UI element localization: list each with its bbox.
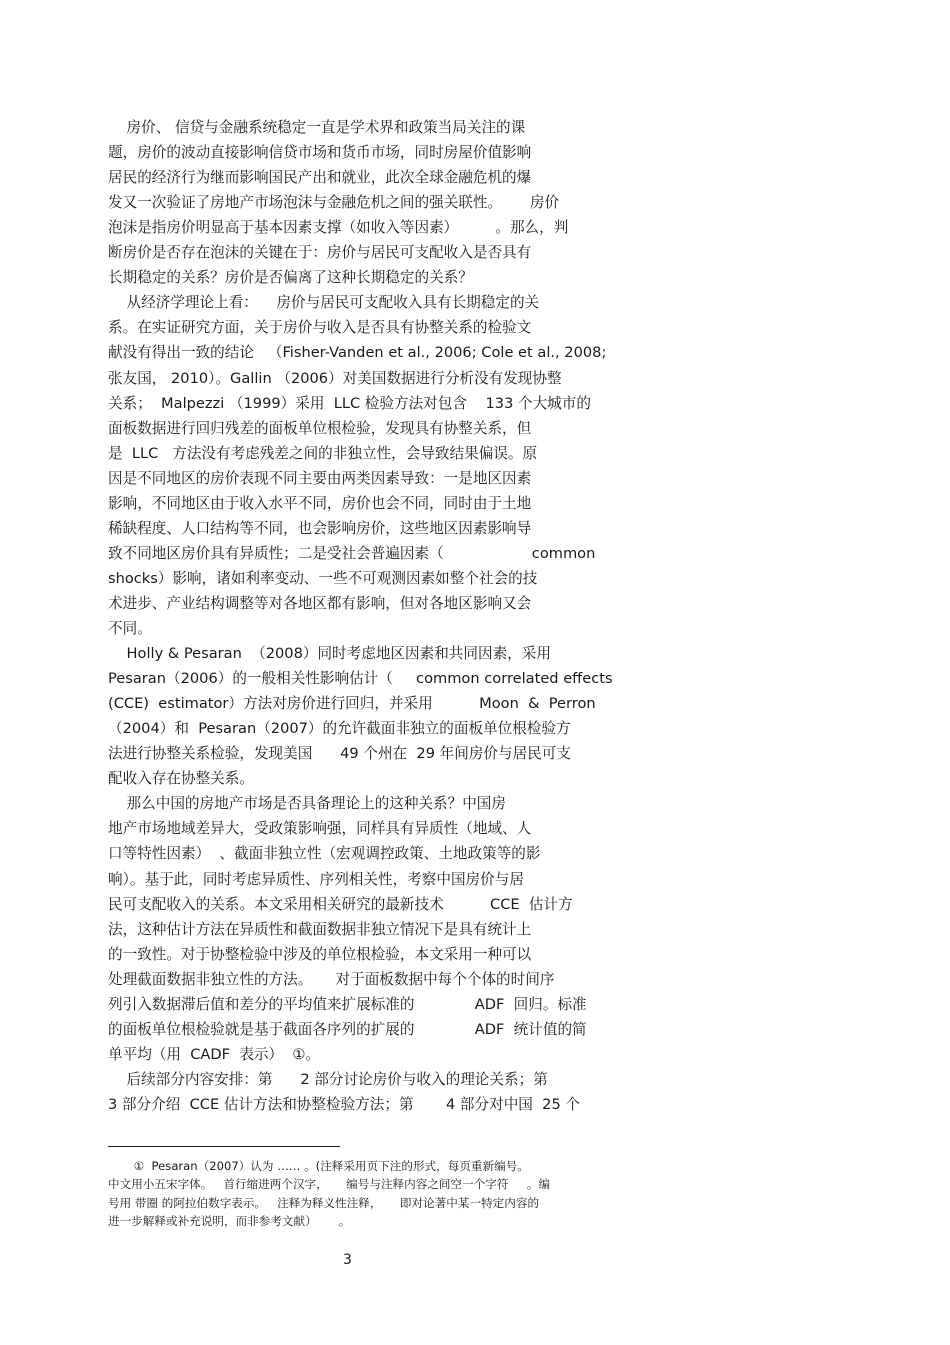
body-line: 因是不同地区的房价表现不同主要由两类因素导致：一是地区因素 bbox=[108, 469, 532, 487]
body-line: 响）。基于此，同时考虑异质性、序列相关性，考察中国房价与居 bbox=[108, 870, 524, 888]
body-line: 张友国， 2010）。Gallin （2006）对美国数据进行分析没有发现协整 bbox=[108, 369, 562, 387]
body-line: 口等特性因素） 、截面非独立性（宏观调控政策、土地政策等的影 bbox=[108, 845, 541, 863]
body-line: 献没有得出一致的结论 （Fisher-Vanden et al., 2006; Cole et al., 2008; bbox=[108, 344, 607, 362]
body-line: 处理截面数据非独立性的方法。 对于面板数据中每个个体的时间序 bbox=[108, 970, 555, 988]
body-line: 影响，不同地区由于收入水平不同，房价也会不同，同时由于土地 bbox=[108, 494, 532, 512]
body-line: （2004）和 Pesaran（2007）的允许截面非独立的面板单位根检验方 bbox=[108, 720, 571, 738]
body-line: 后续部分内容安排：第 2 部分讨论房价与收入的理论关系；第 bbox=[108, 1070, 548, 1088]
body-line: 从经济学理论上看： 房价与居民可支配收入具有长期稳定的关 bbox=[108, 294, 540, 312]
body-line: 术进步、产业结构调整等对各地区都有影响，但对各地区影响又会 bbox=[108, 594, 532, 612]
body-line: Holly & Pesaran （2008）同时考虑地区因素和共同因素，采用 bbox=[108, 645, 551, 663]
body-line: 地产市场地域差异大，受政策影响强，同样具有异质性（地域、人 bbox=[108, 820, 532, 838]
body-line: 法，这种估计方法在异质性和截面数据非独立情况下是具有统计上 bbox=[108, 920, 532, 938]
footnote-line: 进一步解释或补充说明，而非参考文献） 。 bbox=[108, 1213, 351, 1228]
body-line: 是 LLC 方法没有考虑残差之间的非独立性，会导致结果偏误。原 bbox=[108, 444, 538, 462]
body-line: 的面板单位根检验就是基于截面各序列的扩展的 ADF 统计值的简 bbox=[108, 1020, 587, 1038]
body-line: 系。在实证研究方面，关于房价与收入是否具有协整关系的检验文 bbox=[108, 319, 532, 337]
body-line: 致不同地区房价具有异质性；二是受社会普遍因素（ common bbox=[108, 544, 596, 562]
body-line: 长期稳定的关系？房价是否偏离了这种长期稳定的关系？ bbox=[108, 269, 473, 287]
page-number: 3 bbox=[343, 1252, 352, 1268]
body-line: 面板数据进行回归残差的面板单位根检验，发现具有协整关系，但 bbox=[108, 419, 532, 437]
body-line: 法进行协整关系检验，发现美国 49 个州在 29 年间房价与居民可支 bbox=[108, 745, 571, 763]
body-line: 单平均（用 CADF 表示） ①。 bbox=[108, 1045, 321, 1063]
body-line: 配收入存在协整关系。 bbox=[108, 770, 254, 788]
body-line: 关系； Malpezzi （1999）采用 LLC 检验方法对包含 133 个大城市的 bbox=[108, 394, 591, 412]
body-line: 发又一次验证了房地产市场泡沫与金融危机之间的强关联性。 房价 bbox=[108, 194, 560, 212]
body-line: 列引入数据滞后值和差分的平均值来扩展标准的 ADF 回归。标准 bbox=[108, 995, 587, 1013]
body-line: 不同。 bbox=[108, 620, 152, 637]
body-line: 断房价是否存在泡沫的关键在于：房价与居民可支配收入是否具有 bbox=[108, 244, 532, 262]
body-line: 的一致性。对于协整检验中涉及的单位根检验，本文采用一种可以 bbox=[108, 945, 532, 963]
body-line: 3 部分介绍 CCE 估计方法和协整检验方法；第 4 部分对中国 25 个 bbox=[108, 1095, 580, 1113]
body-line: 民可支配收入的关系。本文采用相关研究的最新技术 CCE 估计方 bbox=[108, 895, 573, 913]
footnote-separator bbox=[108, 1146, 340, 1147]
footnote-line: 中文用小五宋字体。 首行缩进两个汉字， 编号与注释内容之间空一个字符 。编 bbox=[108, 1177, 551, 1192]
footnote-line: 号用 带圈 的阿拉伯数字表示。 注释为释义性注释， 即对论著中某一特定内容的 bbox=[108, 1195, 540, 1210]
body-line: 稀缺程度、人口结构等不同，也会影响房价，这些地区因素影响导 bbox=[108, 519, 532, 537]
body-line: (CCE) estimator）方法对房价进行回归，并采用 Moon & Perron bbox=[108, 695, 596, 713]
body-line: shocks）影响，诸如利率变动、一些不可观测因素如整个社会的技 bbox=[108, 569, 538, 587]
body-line: Pesaran（2006）的一般相关性影响估计（ common correlated effects bbox=[108, 670, 613, 688]
body-line: 那么中国的房地产市场是否具备理论上的这种关系？中国房 bbox=[108, 795, 506, 813]
body-line: 房价、 信贷与金融系统稳定一直是学术界和政策当局关注的课 bbox=[108, 119, 526, 136]
body-line: 泡沫是指房价明显高于基本因素支撑（如收入等因素） 。那么，判 bbox=[108, 219, 569, 237]
body-line: 题，房价的波动直接影响信贷市场和货币市场，同时房屋价值影响 bbox=[108, 144, 532, 162]
body-line: 居民的经济行为继而影响国民产出和就业，此次全球金融危机的爆 bbox=[108, 169, 532, 187]
footnote-line: ① Pesaran（2007）认为 …… 。(注释采用页下注的形式，每页重新编号。 bbox=[108, 1159, 529, 1173]
